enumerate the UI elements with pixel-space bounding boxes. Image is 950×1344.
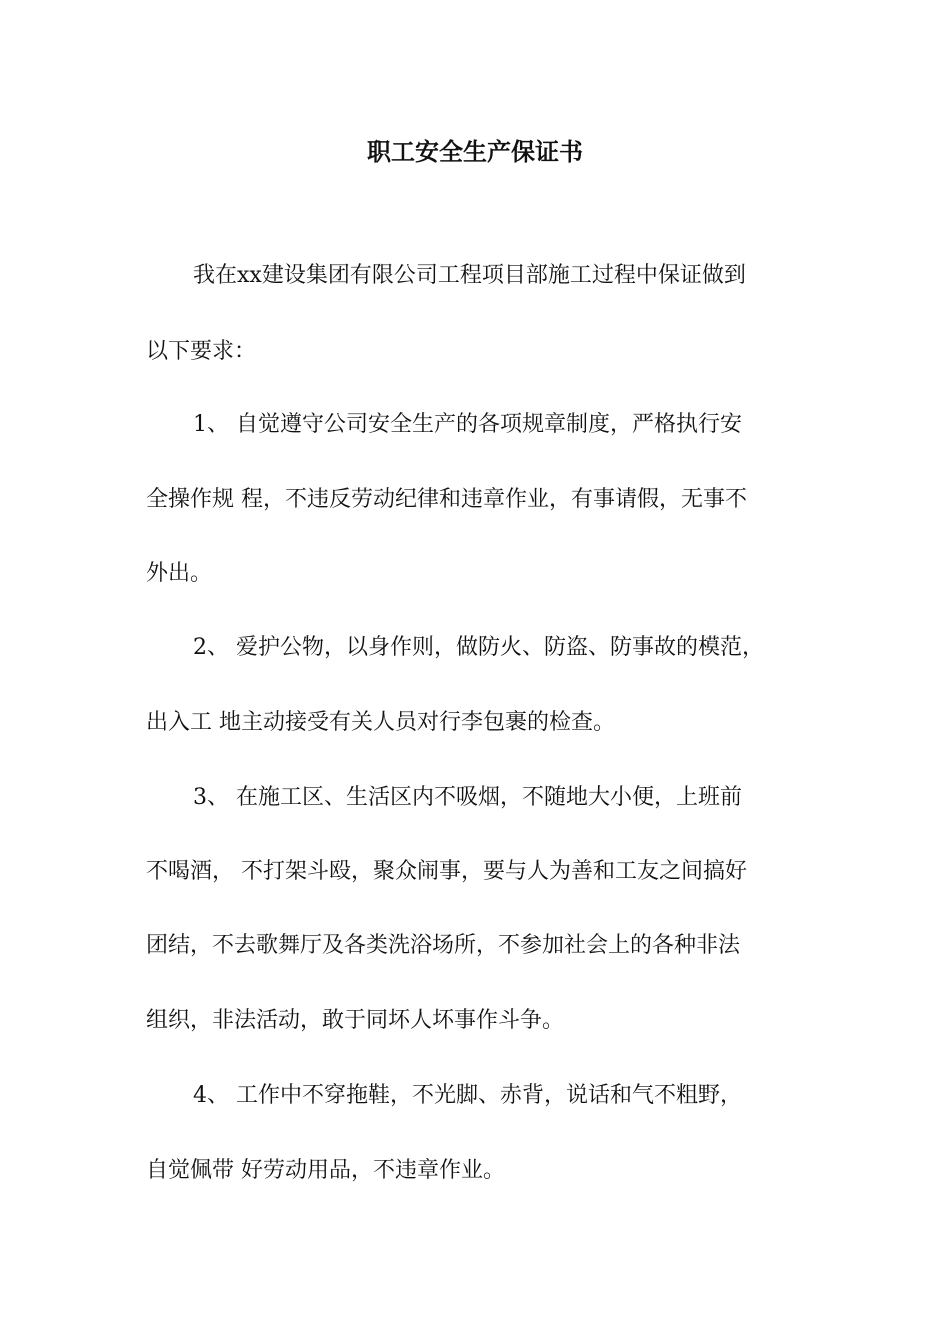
item-1-line-2: 全操作规 程，不违反劳动纪律和违章作业，有事请假，无事不 — [146, 487, 747, 512]
item-2-line-2: 出入工 地主动接受有关人员对行李包裹的检查。 — [146, 710, 615, 735]
item-1-line-3: 外出。 — [146, 561, 213, 586]
item-3-line-1: 3、 在施工区、生活区内不吸烟，不随地大小便，上班前 — [193, 785, 742, 810]
item-3-line-2: 不喝酒， 不打架斗殴，聚众闹事，要与人为善和工友之间搞好 — [146, 859, 747, 884]
item-3-line-4: 组织，非法活动，敢于同坏人坏事作斗争。 — [146, 1008, 565, 1033]
document-title: 职工安全生产保证书 — [367, 137, 583, 166]
intro-line-2: 以下要求： — [146, 339, 257, 364]
item-4-line-2: 自觉佩带 好劳动用品，不违章作业。 — [146, 1158, 505, 1183]
intro-line-1: 我在xx建设集团有限公司工程项目部施工过程中保证做到 — [193, 263, 746, 288]
item-4-line-1: 4、 工作中不穿拖鞋，不光脚、赤背，说话和气不粗野， — [193, 1083, 742, 1108]
item-3-line-3: 团结，不去歌舞厅及各类洗浴场所，不参加社会上的各种非法 — [146, 933, 741, 958]
item-1-line-1: 1、 自觉遵守公司安全生产的各项规章制度，严格执行安 — [193, 412, 742, 437]
item-2-line-1: 2、 爱护公物，以身作则，做防火、防盗、防事故的模范， — [193, 635, 764, 660]
